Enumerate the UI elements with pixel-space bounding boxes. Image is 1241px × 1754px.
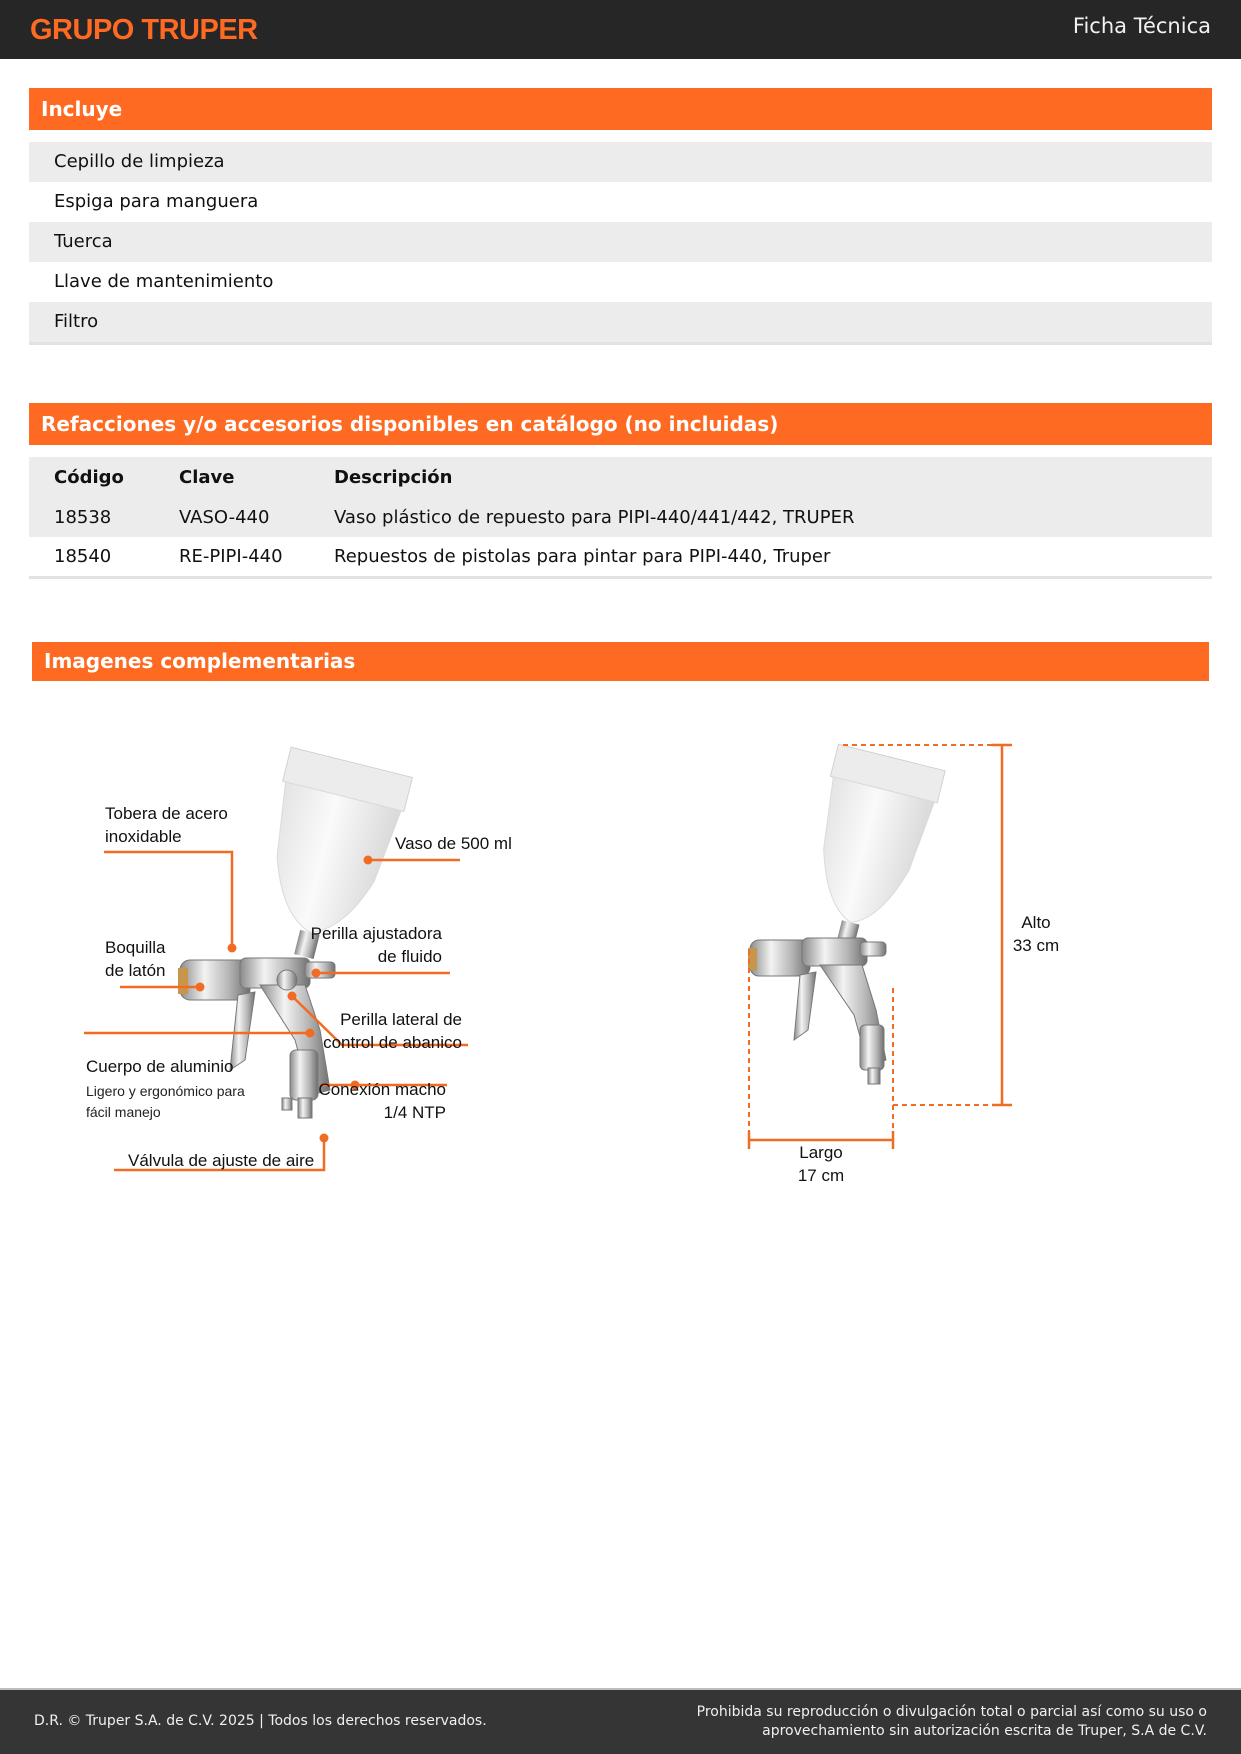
list-item: Tuerca bbox=[29, 222, 1212, 262]
list-item: Llave de mantenimiento bbox=[29, 262, 1212, 302]
callout-body: Cuerpo de aluminio bbox=[86, 1057, 234, 1076]
section-header-includes: Incluye bbox=[29, 88, 1212, 130]
callout-text: Tobera de acero bbox=[105, 804, 228, 823]
callout-text: de fluido bbox=[377, 947, 442, 966]
legal-notice-line: aprovechamiento sin autorización escrita de Truper, S.A de C.V. bbox=[762, 1723, 1207, 1739]
table-row bbox=[29, 497, 1212, 537]
section-header-parts: Refacciones y/o accesorios disponibles en catálogo (no incluidas) bbox=[29, 403, 1212, 445]
callout-fan-knob bbox=[323, 1008, 462, 1054]
copyright-text: D.R. © Truper S.A. de C.V. 2025 | Todos los derechos reservados. bbox=[34, 1713, 487, 1729]
list-item: Filtro bbox=[29, 302, 1212, 342]
header-bar bbox=[0, 0, 1241, 59]
annotated-product-image bbox=[60, 730, 560, 1190]
cell-key: VASO-440 bbox=[179, 506, 270, 528]
column-header-code: Código bbox=[54, 466, 124, 488]
callout-text: inoxidable bbox=[105, 827, 182, 846]
callout-text: Boquilla bbox=[105, 938, 166, 957]
callout-text: Ligero y ergonómico para bbox=[86, 1083, 245, 1099]
cell-description: Repuestos de pistolas para pintar para PIPI-440, Truper bbox=[334, 545, 831, 567]
cell-code: 18538 bbox=[54, 506, 112, 528]
callout-text: Perilla lateral de bbox=[340, 1010, 462, 1029]
dimension-label: Largo bbox=[799, 1143, 843, 1162]
column-header-description: Descripción bbox=[334, 466, 453, 488]
paint-cup bbox=[792, 744, 945, 957]
callout-fluid-knob bbox=[311, 922, 442, 968]
callout-nozzle bbox=[105, 802, 228, 848]
brand-logo: GRUPO TRUPER bbox=[30, 14, 258, 46]
callout-text: 1/4 NTP bbox=[383, 1103, 446, 1122]
table-header-row bbox=[29, 457, 1212, 497]
callout-text: fácil manejo bbox=[86, 1104, 161, 1120]
section-header-images: Imagenes complementarias bbox=[32, 642, 1209, 681]
callout-connection bbox=[318, 1078, 446, 1124]
callout-cup: Vaso de 500 ml bbox=[395, 834, 512, 853]
callout-tip bbox=[105, 936, 166, 982]
dimension-value: 33 cm bbox=[1012, 936, 1060, 955]
callout-body-description bbox=[86, 1081, 245, 1123]
callout-air-valve: Válvula de ajuste de aire bbox=[128, 1151, 315, 1170]
legal-notice bbox=[647, 1703, 1207, 1741]
height-dimension bbox=[1006, 911, 1066, 957]
callout-text: Conexión macho bbox=[318, 1080, 446, 1099]
parts-table bbox=[29, 457, 1212, 579]
dimension-value: 17 cm bbox=[797, 1166, 845, 1185]
table-row bbox=[29, 537, 1212, 577]
callout-text: Perilla ajustadora bbox=[310, 924, 442, 943]
cell-description: Vaso plástico de repuesto para PIPI-440/441/442, TRUPER bbox=[334, 506, 855, 528]
list-item: Espiga para manguera bbox=[29, 182, 1212, 222]
callout-text: control de abanico bbox=[323, 1033, 462, 1052]
column-header-key: Clave bbox=[179, 466, 235, 488]
list-item: Cepillo de limpieza bbox=[29, 142, 1212, 182]
dimension-label: Alto bbox=[1021, 913, 1051, 932]
cell-code: 18540 bbox=[54, 545, 112, 567]
length-dimension bbox=[790, 1141, 852, 1187]
legal-notice-line: Prohibida su reproducción o divulgación total o parcial así como su uso o bbox=[696, 1704, 1207, 1720]
cell-key: RE-PIPI-440 bbox=[179, 545, 283, 567]
document-type-title: Ficha Técnica bbox=[1072, 14, 1211, 38]
dimensions-illustration bbox=[720, 730, 1080, 1190]
footer bbox=[0, 1688, 1241, 1754]
dimensions-image bbox=[720, 730, 1080, 1190]
gun-body bbox=[748, 938, 886, 1084]
includes-list bbox=[29, 142, 1212, 345]
callout-text: de latón bbox=[105, 961, 166, 980]
